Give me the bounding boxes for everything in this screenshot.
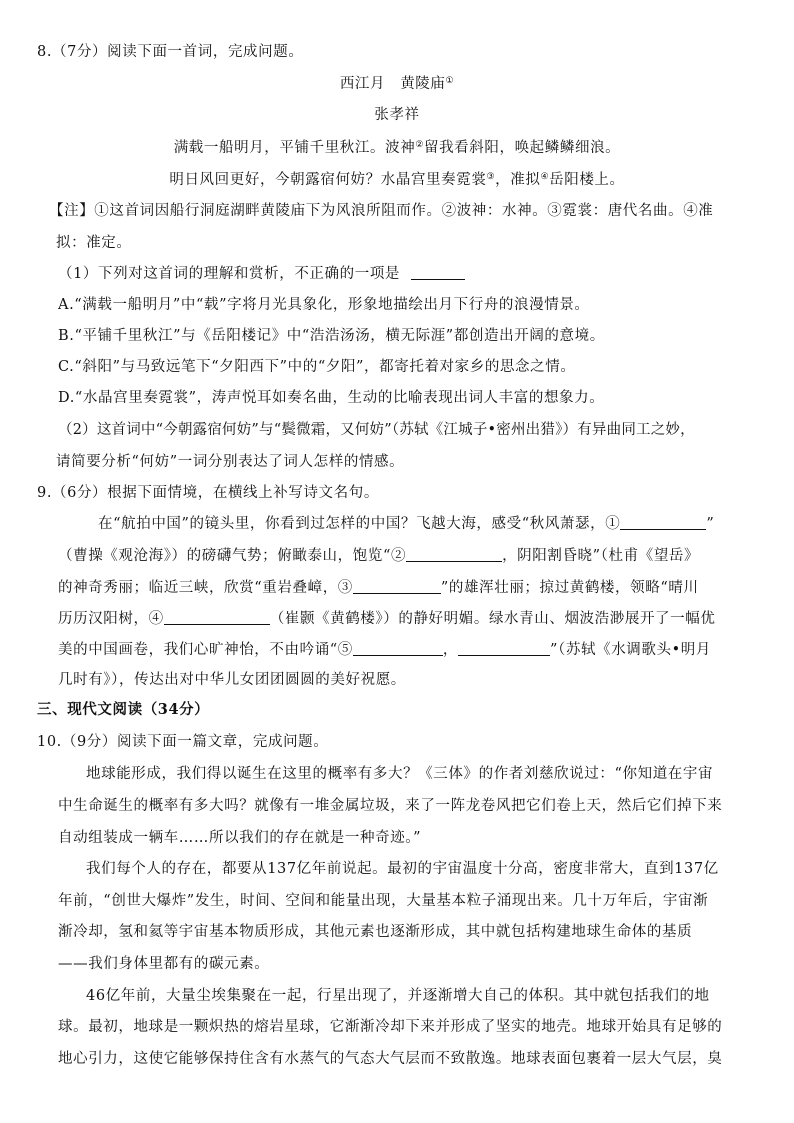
- article-line: 46亿年前，大量尘埃集聚在一起，行星出现了，并逐渐增大自己的体积。其中就包括我们的地: [86, 988, 710, 1004]
- poem-line-2: [0, 170, 794, 190]
- q9-para-line-3: [58, 578, 699, 598]
- poem-line-2-part-b: ，准拟: [495, 172, 541, 188]
- footnote-marker: ③: [486, 172, 496, 182]
- q9-para-line-6: 几时有》），传达出对中华儿女团团圆圆的美好祝愿。: [58, 672, 406, 688]
- poem-line-1: [0, 138, 794, 158]
- poem-author: 张孝祥: [374, 107, 420, 123]
- q8-sub2-line-2: 请简要分析“何妨”一词分别表达了词人怎样的情感。: [56, 454, 405, 470]
- poem-line-1-part-a: 满载一船明月，平铺千里秋江。波神: [173, 140, 416, 156]
- option-b: B.“平铺千里秋江”与《岳阳楼记》中“浩浩汤汤，横无际涯”都创造出开阔的意境。: [58, 328, 605, 344]
- footnote-marker: ④: [540, 172, 550, 182]
- fill-blank-1[interactable]: [620, 514, 706, 530]
- option-a: A.“满载一船明月”中“载”字将月光具象化，形象地描绘出月下行舟的浪漫情景。: [58, 297, 590, 313]
- text-segment: ，: [442, 642, 459, 658]
- fill-blank-3[interactable]: [353, 578, 441, 594]
- poem-title: 西江月 黄陵庙: [339, 76, 446, 92]
- poem-line-2-part-c: 岳阳楼上。: [549, 172, 625, 188]
- article-line: 自动组装成一辆车……所以我们的存在就是一种奇迹。”: [58, 830, 422, 846]
- text-segment: （曹操《观沧海》）的磅礴气势；俯瞰泰山，饱览“②: [58, 548, 407, 564]
- article-line: 渐冷却，氢和氦等宇宙基本物质形成，其他元素也逐渐形成，其中就包括构建地球生命体的基质: [58, 924, 693, 940]
- fill-blank-5b[interactable]: [458, 640, 550, 656]
- q9-para-line-4: [58, 609, 715, 629]
- article-line: 中生命诞生的概率有多大吗？就像有一堆金属垃圾，来了一阵龙卷风把它们卷上天，然后它们掉下来: [58, 798, 723, 814]
- text-segment: 历历汉阳树，④: [58, 611, 164, 627]
- poem-line-2-part-a: 明日风回更好，今朝露宿何妨？水晶宫里奏霓裳: [169, 172, 487, 188]
- q9-para-line-5: [58, 640, 711, 660]
- article-line: 年前，“创世大爆炸”发生，时间、空间和能量出现，大量基本粒子涌现出来。几十万年后，宇宙渐: [58, 893, 709, 909]
- fill-blank-2[interactable]: [406, 546, 502, 562]
- text-segment: ”的雄浑壮丽；掠过黄鹤楼，领略“晴川: [440, 580, 699, 596]
- article-line: ——我们身体里都有的碳元素。: [58, 956, 270, 972]
- text-segment: 的神奇秀丽；临近三峡，欣赏“重岩叠嶂，③: [58, 580, 353, 596]
- q8-sub1: [58, 264, 465, 284]
- text-segment: ”: [706, 516, 715, 532]
- answer-blank[interactable]: [411, 264, 465, 280]
- fill-blank-4[interactable]: [164, 609, 270, 625]
- q9-intro: 9.（6分）根据下面情境，在横线上补写诗文名句。: [37, 485, 379, 501]
- q8-intro: 8.（7分）阅读下面一首词，完成问题。: [37, 44, 304, 60]
- option-c: C.“斜阳”与马致远笔下“夕阳西下”中的“夕阳”，都寄托着对家乡的思念之情。: [58, 359, 576, 375]
- article-line: 球。最初，地球是一颗炽热的熔岩星球，它渐渐冷却下来并形成了坚实的地壳。地球开始具有足够的: [58, 1019, 723, 1035]
- footnote-marker: ①: [445, 76, 455, 86]
- article-line: 地球能形成，我们得以诞生在这里的概率有多大？《三体》的作者刘慈欣说过：“你知道在宇宙: [86, 766, 714, 782]
- poem-notes-line-2: 拟：准定。: [56, 235, 132, 251]
- q9-para-line-1: [98, 514, 714, 534]
- footnote-marker: ②: [415, 140, 424, 150]
- text-segment: （崔颢《黄鹤楼》）的静好明媚。绿水青山、烟波浩渺展开了一幅优: [269, 611, 716, 627]
- poem-line-1-part-b: 留我看斜阳，唤起鳞鳞细浪。: [423, 140, 621, 156]
- poem-notes-line-1: 【注】①这首词因船行洞庭湖畔黄陵庙下为风浪所阻而作。②波神：水神。③霓裳：唐代名曲。④准: [49, 203, 714, 219]
- q9-para-line-2: [58, 546, 699, 566]
- text-segment: 美的中国画卷，我们心旷神怡，不由吟诵“⑤: [58, 642, 353, 658]
- text-segment: ”（苏轼《水调歌头•明月: [550, 642, 711, 658]
- article-line: 我们每个人的存在，都要从137亿年前说起。最初的宇宙温度十分高，密度非常大，直到137亿: [86, 861, 719, 877]
- text-segment: 在“航拍中国”的镜头里，你看到过怎样的中国？飞越大海，感受“秋风萧瑟，①: [98, 516, 621, 532]
- q10-intro: 10.（9分）阅读下面一篇文章，完成问题。: [37, 734, 329, 750]
- text-segment: ，阴阳割昏晓”（杜甫《望岳》: [502, 548, 700, 564]
- q8-sub2-line-1: （2）这首词中“今朝露宿何妨”与“鬓微霜，又何妨”（苏轼《江城子•密州出猎》）有异曲同工之妙，: [58, 422, 695, 438]
- article-line: 地心引力，这使它能够保持住含有水蒸气的气态大气层而不致散逸。地球表面包裹着一层大气层，臭: [58, 1051, 723, 1067]
- q8-sub1-prompt: （1）下列对这首词的理解和赏析，不正确的一项是: [58, 266, 401, 282]
- fill-blank-5a[interactable]: [353, 640, 443, 656]
- section-heading: 三、现代文阅读（34分）: [37, 701, 210, 718]
- poem-title-line: [0, 74, 794, 94]
- option-d: D.“水晶宫里奏霓裳”，涛声悦耳如奏名曲，生动的比喻表现出词人丰富的想象力。: [58, 390, 605, 406]
